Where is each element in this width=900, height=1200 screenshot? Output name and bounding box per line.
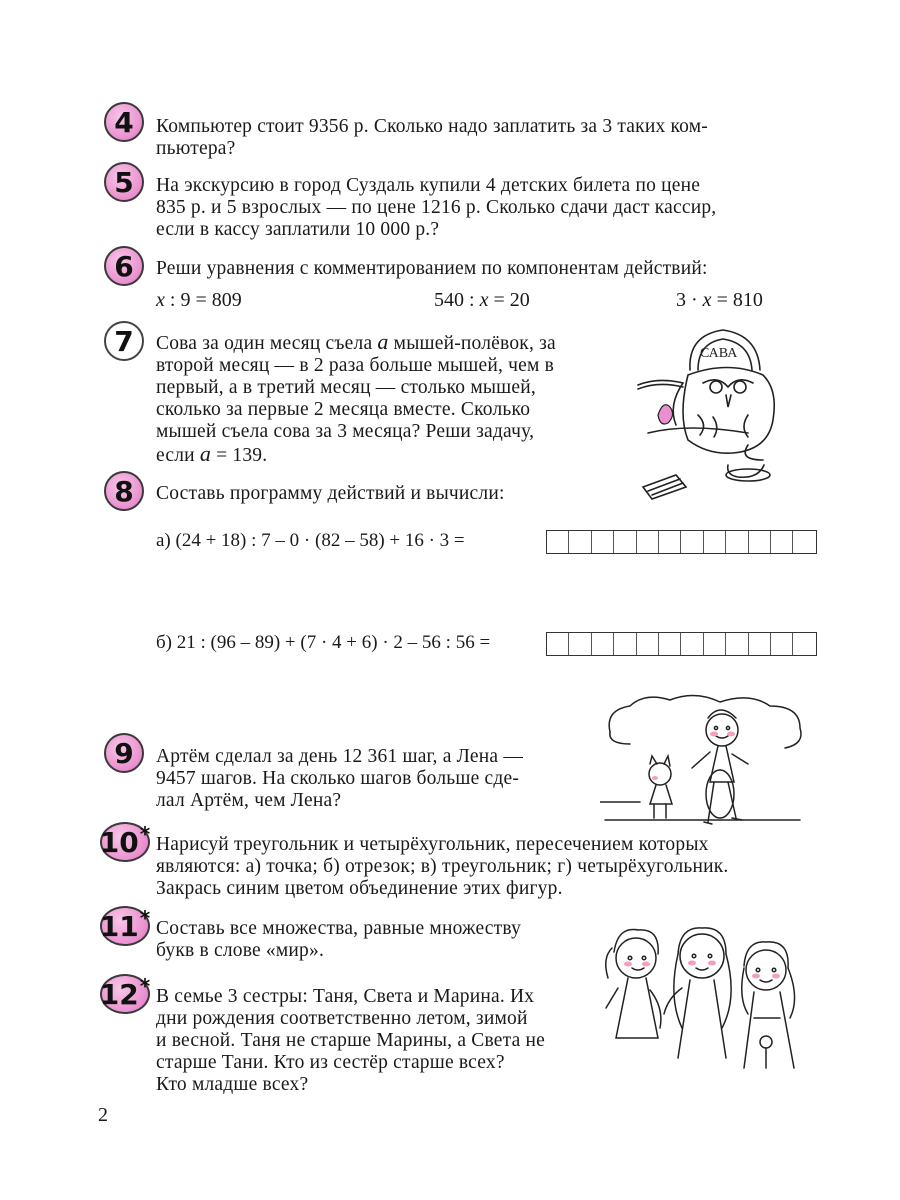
task-line-part: если bbox=[156, 445, 195, 466]
answer-cell[interactable] bbox=[793, 633, 815, 655]
equation-variable: x bbox=[702, 289, 712, 311]
task-line: лал Артём, чем Лена? bbox=[156, 790, 342, 811]
task-line: Компьютер стоит 9356 р. Сколько надо заплатить за 3 таких ком- bbox=[156, 116, 708, 137]
task-number: 4 bbox=[114, 105, 134, 139]
task-line: 835 р. и 5 взрослых — по цене 1216 р. Сколько сдачи даст кассир, bbox=[156, 197, 717, 218]
answer-cell[interactable] bbox=[659, 531, 681, 553]
owl-illustration bbox=[628, 315, 788, 500]
answer-cell[interactable] bbox=[726, 633, 748, 655]
answer-cell[interactable] bbox=[793, 531, 815, 553]
task-variable: a bbox=[377, 329, 389, 354]
task-text bbox=[156, 746, 523, 812]
task-text bbox=[156, 331, 556, 467]
equation-variable: x bbox=[156, 289, 165, 311]
task-text bbox=[156, 918, 521, 962]
task-variable: a bbox=[199, 441, 212, 466]
task-text bbox=[156, 834, 729, 900]
equation bbox=[434, 289, 530, 312]
task-line: Кто младше всех? bbox=[156, 1074, 309, 1095]
owl-sign-text: САВА bbox=[700, 346, 738, 361]
task-line: Артём сделал за день 12 361 шаг, а Лена — bbox=[156, 746, 524, 767]
task-number: 10 bbox=[99, 825, 139, 859]
task-line: и весной. Таня не старше Марины, а Света не bbox=[156, 1030, 545, 1051]
task-number-badge bbox=[104, 102, 144, 142]
task-number-badge bbox=[100, 822, 150, 862]
task-number: 12 bbox=[99, 977, 139, 1011]
star-mark: * bbox=[139, 906, 151, 930]
task-line bbox=[156, 331, 556, 355]
task-line-part: = 139. bbox=[211, 445, 268, 466]
answer-cell[interactable] bbox=[771, 633, 793, 655]
equation-rest: = 20 bbox=[488, 289, 530, 311]
answer-cell[interactable] bbox=[681, 531, 703, 553]
task-line: В семье 3 сестры: Таня, Света и Марина. Их bbox=[156, 986, 535, 1007]
answer-cell[interactable] bbox=[749, 633, 771, 655]
answer-cell[interactable] bbox=[614, 531, 636, 553]
task-number-badge bbox=[100, 974, 150, 1014]
task-line: второй месяц — в 2 раза больше мышей, чем в bbox=[156, 355, 555, 376]
equation bbox=[156, 289, 242, 312]
task-line: Нарисуй треугольник и четырёхугольник, пересечением которых bbox=[156, 834, 709, 855]
task-number: 6 bbox=[114, 249, 134, 283]
expression-b: б) 21 : (96 – 89) + (7 · 4 + 6) · 2 – 56 : 56 = bbox=[156, 632, 491, 653]
equation bbox=[676, 289, 763, 312]
task-number: 7 bbox=[114, 324, 134, 358]
kids-illustration bbox=[600, 692, 810, 832]
task-text bbox=[156, 175, 716, 241]
answer-cell[interactable] bbox=[592, 633, 614, 655]
task-number-badge bbox=[100, 906, 150, 946]
answer-cell[interactable] bbox=[726, 531, 748, 553]
answer-cell[interactable] bbox=[637, 531, 659, 553]
task-text bbox=[156, 986, 545, 1096]
task-line: пьютера? bbox=[156, 138, 236, 159]
task-number: 8 bbox=[114, 474, 134, 508]
equation-prefix: 3 · bbox=[676, 289, 703, 311]
answer-grid-b[interactable] bbox=[546, 632, 817, 656]
task-line-part: Сова за один месяц съела bbox=[156, 333, 373, 354]
task-text bbox=[156, 258, 708, 280]
answer-cell[interactable] bbox=[569, 531, 591, 553]
equation-rest: : 9 = 809 bbox=[164, 289, 242, 311]
answer-cell[interactable] bbox=[637, 633, 659, 655]
task-line: являются: а) точка; б) отрезок; в) треугольник; г) четырёхугольник. bbox=[156, 856, 729, 877]
equation-rest: = 810 bbox=[711, 289, 763, 311]
answer-cell[interactable] bbox=[771, 531, 793, 553]
task-number: 11 bbox=[99, 909, 139, 943]
expression-a: а) (24 + 18) : 7 – 0 · (82 – 58) + 16 · 3 = bbox=[156, 530, 465, 551]
task-line: На экскурсию в город Суздаль купили 4 детских билета по цене bbox=[156, 175, 701, 196]
task-number-badge bbox=[104, 246, 144, 286]
answer-cell[interactable] bbox=[704, 633, 726, 655]
answer-cell[interactable] bbox=[614, 633, 636, 655]
task-line: Закрась синим цветом объединение этих фигур. bbox=[156, 878, 563, 899]
answer-cell[interactable] bbox=[704, 531, 726, 553]
task-text bbox=[156, 483, 505, 505]
answer-grid-a[interactable] bbox=[546, 530, 817, 554]
task-line: Реши уравнения с комментированием по компонентам действий: bbox=[156, 258, 708, 279]
task-number-badge bbox=[104, 733, 144, 773]
task-line: первый, а в третий месяц — столько мышей, bbox=[156, 377, 536, 398]
task-number: 5 bbox=[114, 165, 134, 199]
answer-cell[interactable] bbox=[592, 531, 614, 553]
girls-illustration bbox=[598, 918, 808, 1083]
answer-cell[interactable] bbox=[547, 633, 569, 655]
equation-variable: x bbox=[479, 289, 489, 311]
task-text bbox=[156, 116, 708, 160]
answer-cell[interactable] bbox=[681, 633, 703, 655]
task-number-badge bbox=[104, 162, 144, 202]
task-line-part: мышей-полёвок, за bbox=[388, 333, 556, 354]
task-line: дни рождения соответственно летом, зимой bbox=[156, 1008, 528, 1029]
answer-cell[interactable] bbox=[569, 633, 591, 655]
answer-cell[interactable] bbox=[547, 531, 569, 553]
task-line: 9457 шагов. На сколько шагов больше сде- bbox=[156, 768, 520, 789]
answer-cell[interactable] bbox=[749, 531, 771, 553]
task-number-badge bbox=[104, 471, 144, 511]
task-line: Составь все множества, равные множеству bbox=[156, 918, 522, 939]
task-line: Составь программу действий и вычисли: bbox=[156, 483, 505, 504]
task-line: мышей съела сова за 3 месяца? Реши задачу, bbox=[156, 421, 535, 442]
task-line: сколько за первые 2 месяца вместе. Сколько bbox=[156, 399, 531, 420]
task-number: 9 bbox=[114, 736, 134, 770]
star-mark: * bbox=[139, 822, 151, 846]
task-number-badge bbox=[104, 321, 144, 361]
equation-prefix: 540 : bbox=[434, 289, 480, 311]
task-line bbox=[156, 443, 556, 467]
star-mark: * bbox=[139, 974, 151, 998]
task-line: старше Тани. Кто из сестёр старше всех? bbox=[156, 1052, 505, 1073]
task-line: букв в слове «мир». bbox=[156, 940, 325, 961]
answer-cell[interactable] bbox=[659, 633, 681, 655]
page-number: 2 bbox=[98, 1104, 108, 1126]
task-line: если в кассу заплатили 10 000 р.? bbox=[156, 219, 440, 240]
